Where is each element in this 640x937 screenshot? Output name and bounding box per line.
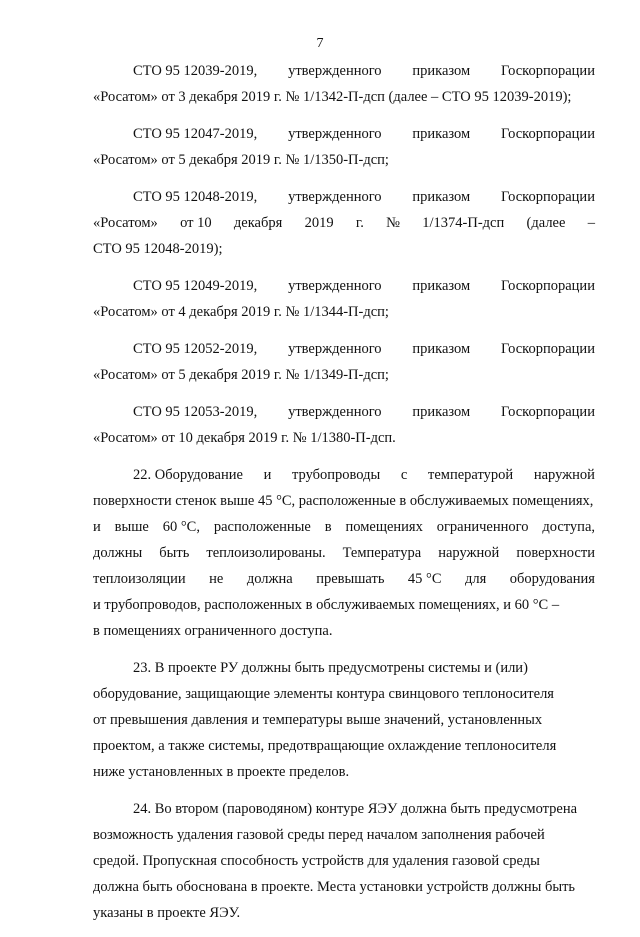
paragraph-line: от превышения давления и температуры выше значений, установленных bbox=[93, 712, 543, 728]
paragraph-line: должна быть обоснована в проекте. Места установки устройств должны быть bbox=[93, 879, 576, 895]
word: и bbox=[263, 467, 272, 483]
document-body bbox=[93, 58, 595, 937]
word: 1/1374-П-дсп bbox=[422, 215, 505, 231]
word: приказом bbox=[412, 63, 471, 79]
word: превышать bbox=[316, 571, 385, 587]
word: в bbox=[324, 519, 332, 535]
paragraph-line bbox=[93, 514, 595, 540]
standard-entry bbox=[93, 273, 595, 325]
standard-line bbox=[93, 184, 595, 210]
paragraph-24 bbox=[93, 796, 595, 926]
word: наружной bbox=[438, 545, 500, 561]
word: 22. Оборудование bbox=[133, 467, 243, 483]
paragraph-line: 23. В проекте РУ должны быть предусмотрены системы и (или) bbox=[133, 660, 528, 676]
paragraph-line: проектом, а также системы, предотвращающие охлаждение теплоносителя bbox=[93, 738, 557, 754]
standard-entry bbox=[93, 336, 595, 388]
word: теплоизоляции bbox=[93, 571, 186, 587]
page-number: 7 bbox=[316, 36, 324, 51]
word: приказом bbox=[412, 404, 471, 420]
paragraph-line: в помещениях ограниченного доступа. bbox=[93, 623, 333, 639]
word: Госкорпорации bbox=[501, 63, 595, 79]
word: Госкорпорации bbox=[501, 189, 595, 205]
paragraph-line: 24. Во втором (пароводяном) контуре ЯЭУ должна быть предусмотрена bbox=[133, 801, 578, 817]
word: утвержденного bbox=[288, 126, 382, 142]
word: утвержденного bbox=[288, 341, 382, 357]
word: (далее bbox=[526, 215, 566, 231]
standard-line: СТО 95 12048-2019); bbox=[93, 241, 223, 257]
standard-line: «Росатом» от 5 декабря 2019 г. № 1/1349-П-дсп; bbox=[93, 367, 389, 383]
word: 60 °С, bbox=[162, 519, 200, 535]
word: не bbox=[209, 571, 224, 587]
word: с bbox=[400, 467, 408, 483]
word: утвержденного bbox=[288, 278, 382, 294]
paragraph-line: средой. Пропускная способность устройств для удаления газовой среды bbox=[93, 853, 540, 869]
paragraph-line bbox=[93, 566, 595, 592]
word: Госкорпорации bbox=[501, 341, 595, 357]
word: утвержденного bbox=[288, 189, 382, 205]
word: 2019 bbox=[304, 215, 334, 231]
word: утвержденного bbox=[288, 63, 382, 79]
paragraph-line bbox=[93, 462, 595, 488]
word: – bbox=[587, 215, 595, 231]
word: для bbox=[465, 571, 487, 587]
standard-line: «Росатом» от 3 декабря 2019 г. № 1/1342-П-дсп (далее – СТО 95 12039-2019); bbox=[93, 89, 572, 105]
word: выше bbox=[114, 519, 149, 535]
word: трубопроводы bbox=[292, 467, 381, 483]
word: Госкорпорации bbox=[501, 404, 595, 420]
word: Госкорпорации bbox=[501, 278, 595, 294]
word: приказом bbox=[412, 341, 471, 357]
standard-line: «Росатом» от 10 декабря 2019 г. № 1/1380-П-дсп. bbox=[93, 430, 396, 446]
word: декабря bbox=[233, 215, 283, 231]
paragraph-22 bbox=[93, 462, 595, 644]
word: должны bbox=[93, 545, 143, 561]
word: температурой bbox=[428, 467, 514, 483]
standard-entry bbox=[93, 121, 595, 173]
standard-line bbox=[93, 121, 595, 147]
paragraph-23 bbox=[93, 655, 595, 785]
word: СТО 95 12039-2019, bbox=[133, 63, 258, 79]
word: 45 °С bbox=[407, 571, 442, 587]
word: доступа, bbox=[542, 519, 595, 535]
word: наружной bbox=[533, 467, 595, 483]
standard-line bbox=[93, 336, 595, 362]
word: Госкорпорации bbox=[501, 126, 595, 142]
word: теплоизолированы. bbox=[206, 545, 326, 561]
word: Температура bbox=[342, 545, 422, 561]
word: № bbox=[386, 215, 400, 231]
word: ограниченного bbox=[436, 519, 529, 535]
standard-entry bbox=[93, 58, 595, 110]
paragraph-line: возможность удаления газовой среды перед началом заполнения рабочей bbox=[93, 827, 545, 843]
standard-line: «Росатом» от 5 декабря 2019 г. № 1/1350-П-дсп; bbox=[93, 152, 389, 168]
word: утвержденного bbox=[288, 404, 382, 420]
word: приказом bbox=[412, 278, 471, 294]
word: от 10 bbox=[180, 215, 212, 231]
word: приказом bbox=[412, 126, 471, 142]
standard-line bbox=[93, 399, 595, 425]
word: г. bbox=[355, 215, 364, 231]
word: и bbox=[93, 519, 101, 535]
paragraph-line: ниже установленных в проекте пределов. bbox=[93, 764, 350, 780]
paragraph-line: указаны в проекте ЯЭУ. bbox=[93, 905, 241, 921]
word: быть bbox=[159, 545, 190, 561]
word: СТО 95 12048-2019, bbox=[133, 189, 258, 205]
standard-line bbox=[93, 58, 595, 84]
word: приказом bbox=[412, 189, 471, 205]
standard-line bbox=[93, 210, 595, 236]
word: помещениях bbox=[345, 519, 423, 535]
word: «Росатом» bbox=[93, 215, 158, 231]
word: поверхности bbox=[516, 545, 595, 561]
word: СТО 95 12049-2019, bbox=[133, 278, 258, 294]
paragraph-line: поверхности стенок выше 45 °С, расположенные в обслуживаемых помещениях, bbox=[93, 493, 594, 509]
word: расположенные bbox=[213, 519, 311, 535]
word: СТО 95 12053-2019, bbox=[133, 404, 258, 420]
paragraph-line: оборудование, защищающие элементы контура свинцового теплоносителя bbox=[93, 686, 554, 702]
standard-entry bbox=[93, 184, 595, 262]
paragraph-line bbox=[93, 540, 595, 566]
word: СТО 95 12047-2019, bbox=[133, 126, 258, 142]
paragraph-line: и трубопроводов, расположенных в обслуживаемых помещениях, и 60 °С – bbox=[93, 597, 560, 613]
word: СТО 95 12052-2019, bbox=[133, 341, 258, 357]
standard-line bbox=[93, 273, 595, 299]
standard-entry bbox=[93, 399, 595, 451]
word: должна bbox=[246, 571, 293, 587]
word: оборудования bbox=[509, 571, 595, 587]
standard-line: «Росатом» от 4 декабря 2019 г. № 1/1344-П-дсп; bbox=[93, 304, 389, 320]
